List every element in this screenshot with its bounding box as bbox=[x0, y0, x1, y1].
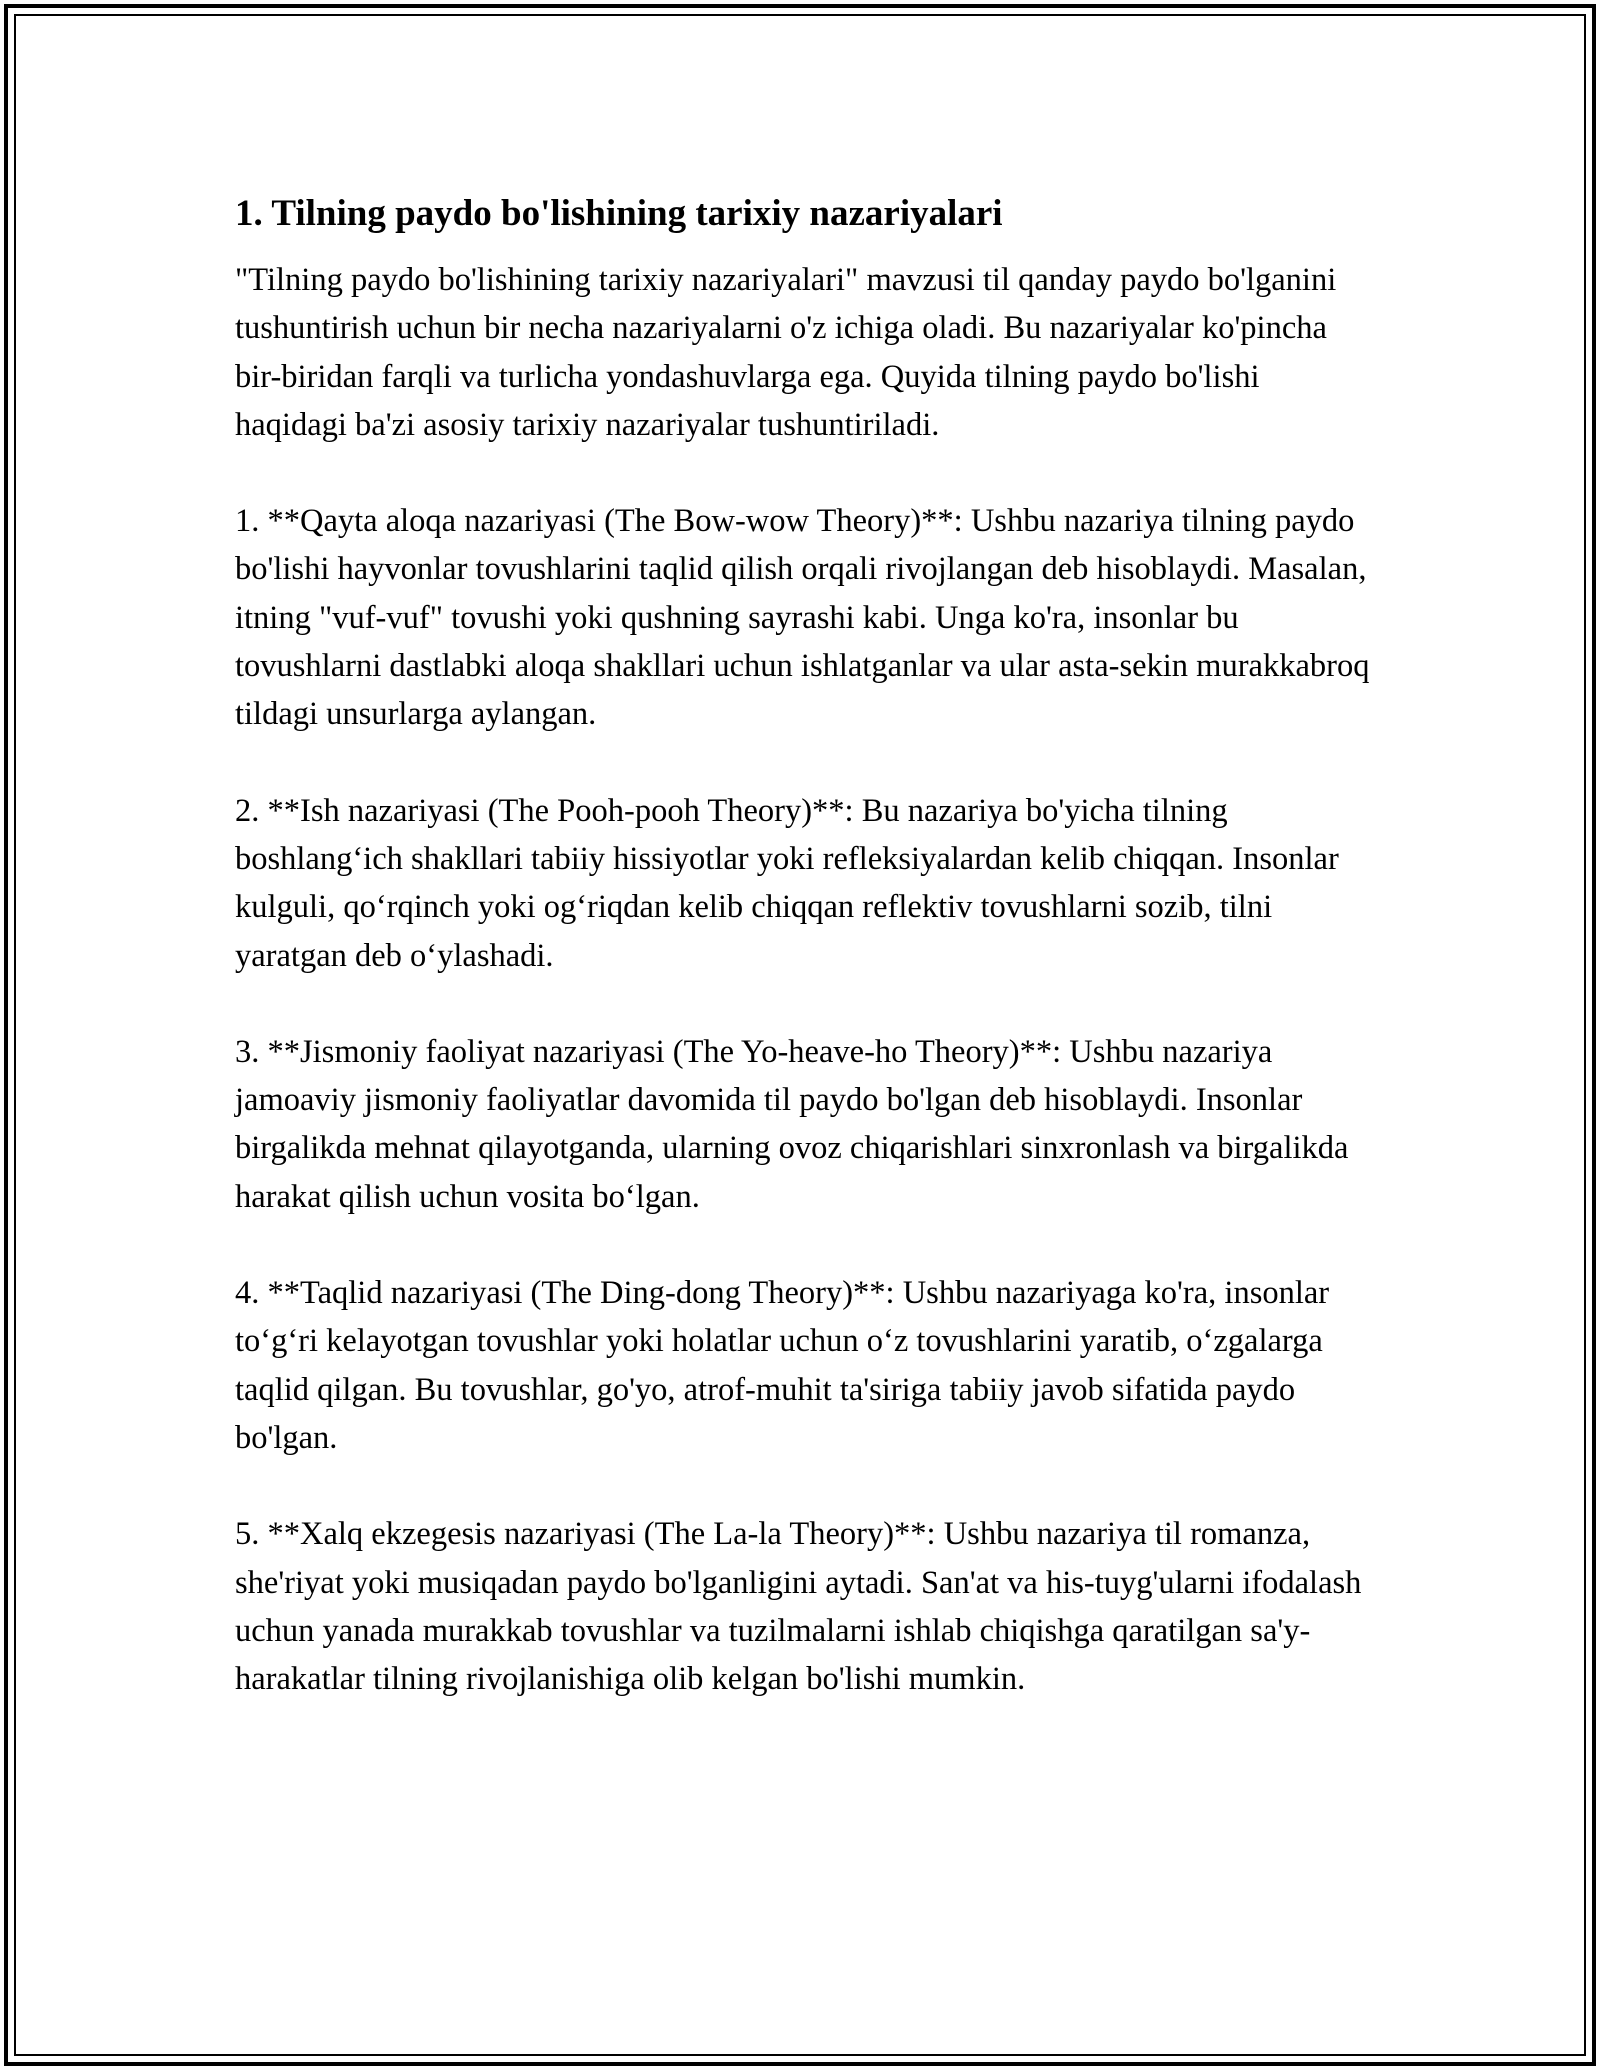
theory-paragraph-yo-heave-ho: 3. **Jismoniy faoliyat nazariyasi (The Yo-heave-ho Theory)**: Ushbu nazariya jamoaviy jismoniy faoliyatlar davomida til paydo bo'lgan deb hisoblaydi. Insonlar birgalikda mehnat qilayotganda, ularning ovoz chiqarishlari sinxronlash va birgalikda harakat qilish uchun vosita bo‘lgan. bbox=[235, 1033, 1349, 1215]
theory-paragraph-pooh-pooh: 2. **Ish nazariyasi (The Pooh-pooh Theory)**: Bu nazariya bo'yicha tilning boshlang‘ich shakllari tabiiy hissiyotlar yoki refleksiyalardan kelib chiqqan. Insonlar kulguli, qo‘rqinch yoki og‘riqdan kelib chiqqan reflektiv tovushlarni sozib, tilni yaratgan deb o‘ylashadi. bbox=[235, 792, 1339, 974]
theory-paragraph-ding-dong: 4. **Taqlid nazariyasi (The Ding-dong Theory)**: Ushbu nazariyaga ko'ra, insonlar to‘g‘ri kelayotgan tovushlar yoki holatlar uchun o‘z tovushlarini yaratib, o‘zgalarga taqlid qilgan. Bu tovushlar, go'yo, atrof-muhit ta'siriga tabiiy javob sifatida paydo bo'lgan. bbox=[235, 1275, 1330, 1456]
page-title: 1. Tilning paydo bo'lishining tarixiy nazariyalari bbox=[235, 193, 1003, 234]
theory-paragraph-la-la: 5. **Xalq ekzegesis nazariyasi (The La-la Theory)**: Ushbu nazariya til romanza, she'riyat yoki musiqadan paydo bo'lganligini aytadi. San'at va his-tuyg'ularni ifodalash uchun yanada murakkab tovushlar va tuzilmalarni ishlab chiqishga qaratilgan sa'y-harakatlar tilning rivojlanishiga olib kelgan bo'lishi mumkin. bbox=[235, 1516, 1362, 1698]
intro-paragraph: "Tilning paydo bo'lishining tarixiy nazariyalari" mavzusi til qanday paydo bo'lganini tushuntirish uchun bir necha nazariyalarni o'z ichiga oladi. Bu nazariyalar ko'pincha bir-biridan farqli va turlicha yondashuvlarga ega. Quyida tilning paydo bo'lishi haqidagi ba'zi asosiy tarixiy nazariyalar tushuntiriladi. bbox=[235, 262, 1337, 443]
theory-paragraph-bow-wow: 1. **Qayta aloqa nazariyasi (The Bow-wow Theory)**: Ushbu nazariya tilning paydo bo'lishi hayvonlar tovushlarini taqlid qilish orqali rivojlangan deb hisoblaydi. Masalan, itning "vuf-vuf" tovushi yoki qushning sayrashi kabi. Unga ko'ra, insonlar bu tovushlarni dastlabki aloqa shakllari uchun ishlatganlar va ular asta-sekin murakkabroq tildagi unsurlarga aylangan. bbox=[235, 503, 1370, 733]
document-body bbox=[235, 186, 1370, 1751]
